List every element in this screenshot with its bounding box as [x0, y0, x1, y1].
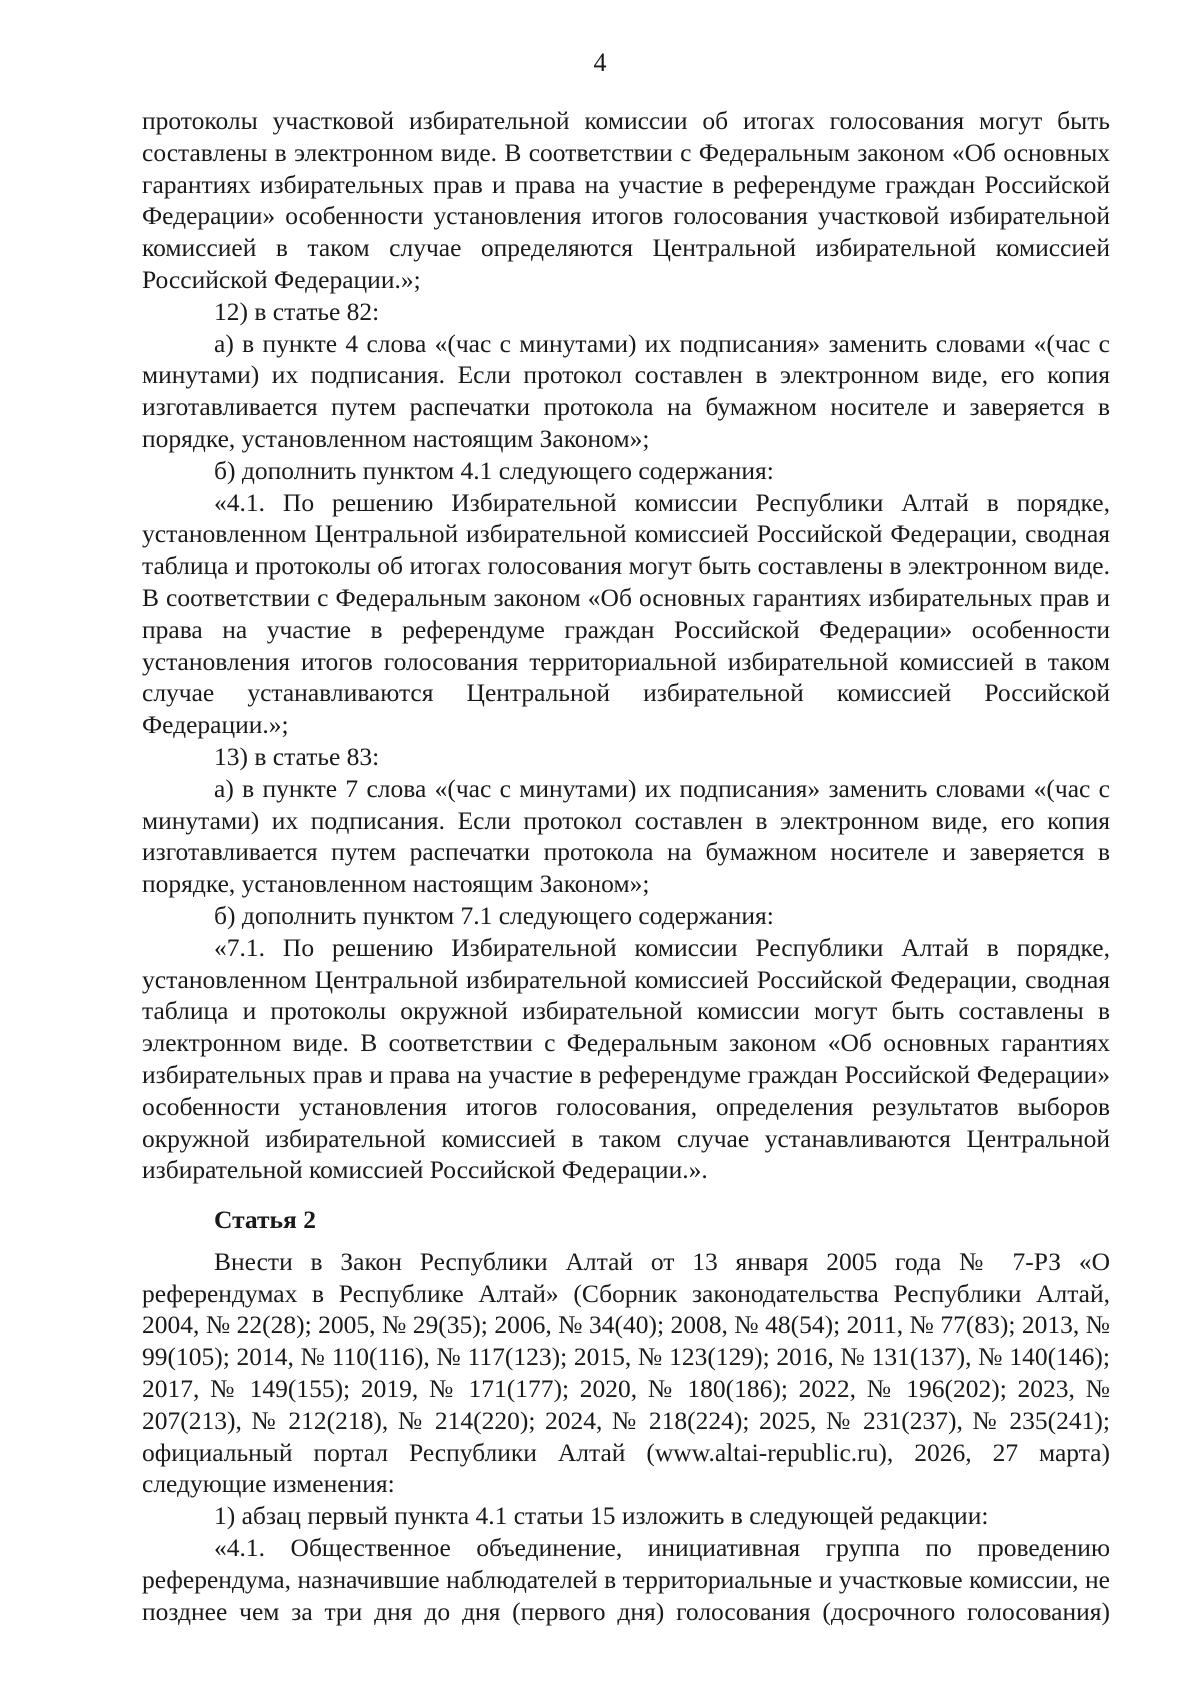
document-body [142, 105, 1110, 1627]
paragraph-continuation: протоколы участковой избирательной комиссии об итогах голосования могут быть составлены в электронном виде. В соответствии с Федеральным законом «Об основных гарантиях избирательных прав и права на участие в референдуме граждан Российской Федерации» особенности установления итогов голосования участковой избирательной комиссией в таком случае определяются Центральной избирательной комиссией Российской Федерации.»; [142, 106, 1110, 294]
paragraph-item-13: 13) в статье 83: [214, 741, 380, 771]
paragraph-amendment-item-1: 1) абзац первый пункта 4.1 статьи 15 изложить в следующей редакции: [214, 1501, 989, 1531]
paragraph-point-7-1: «7.1. По решению Избирательной комиссии Республики Алтай в порядке, установленном Центральной избирательной комиссией Российской Федерации, сводная таблица и протоколы окружной избирательной комиссии могут быть составлены в электронном виде. В соответствии с Федеральным законом «Об основных гарантиях избирательных прав и права на участие в референдуме граждан Российской Федерации» особенности установления итогов голосования, определения результатов выборов окружной избирательной комиссией в таком случае устанавливаются Центральной избирательной комиссией Российской Федерации.». [142, 932, 1110, 1185]
paragraph-amendment-intro: Внести в Закон Республики Алтай от 13 января 2005 года № 7-РЗ «О референдумах в Республике Алтай» (Сборник законодательства Республики Алтай, 2004, № 22(28); 2005, № 29(35); 2006, № 34(40); 2008, № 48(54); 2011, № 77(83); 2013, № 99(105); 2014, № 110(116), № 117(123); 2015, № 123(129); 2016, № 131(137), № 140(146); 2017, № 149(155); 2019, № 171(177); 2020, № 180(186); 2022, № 196(202); 2023, № 207(213), № 212(218), № 214(220); 2024, № 218(224); 2025, № 231(237), № 235(241); официальный портал Республики Алтай (www.altai-republic.ru), 2026, 27 марта) следующие изменения: [142, 1246, 1110, 1499]
paragraph-item-12a: а) в пункте 4 слова «(час с минутами) их подписания» заменить словами «(час с минутами) их подписания. Если протокол составлен в электронном виде, его копия изготавливается путем распечатки протокола на бумажном носителе и заверяется в порядке, установленном настоящим Законом»; [142, 328, 1110, 453]
paragraph-point-4-1: «4.1. По решению Избирательной комиссии Республики Алтай в порядке, установленном Центральной избирательной комиссией Российской Федерации, сводная таблица и протоколы об итогах голосования могут быть составлены в электронном виде. В соответствии с Федеральным законом «Об основных гарантиях избирательных прав и права на участие в референдуме граждан Российской Федерации» особенности установления итогов голосования территориальной избирательной комиссией в таком случае устанавливаются Центральной избирательной комиссией Российской Федерации.»; [142, 487, 1110, 740]
paragraph-item-12b: б) дополнить пунктом 4.1 следующего содержания: [214, 455, 774, 485]
paragraph-item-13b: б) дополнить пунктом 7.1 следующего содержания: [214, 900, 774, 930]
paragraph-item-13a: а) в пункте 7 слова «(час с минутами) их подписания» заменить словами «(час с минутами) их подписания. Если протокол составлен в электронном виде, его копия изготавливается путем распечатки протокола на бумажном носителе и заверяется в порядке, установленном настоящим Законом»; [142, 773, 1110, 899]
paragraph-item-12: 12) в статье 82: [214, 296, 380, 326]
article-heading: Статья 2 [214, 1205, 316, 1235]
paragraph-point-4-1-new: «4.1. Общественное объединение, инициативная группа по проведению референдума, назначившие наблюдателей в территориальные и участковые комиссии, не позднее чем за три дня до дня (первого дня) голосования (досрочного голосования) [142, 1533, 1110, 1626]
page-number: 4 [593, 48, 607, 77]
